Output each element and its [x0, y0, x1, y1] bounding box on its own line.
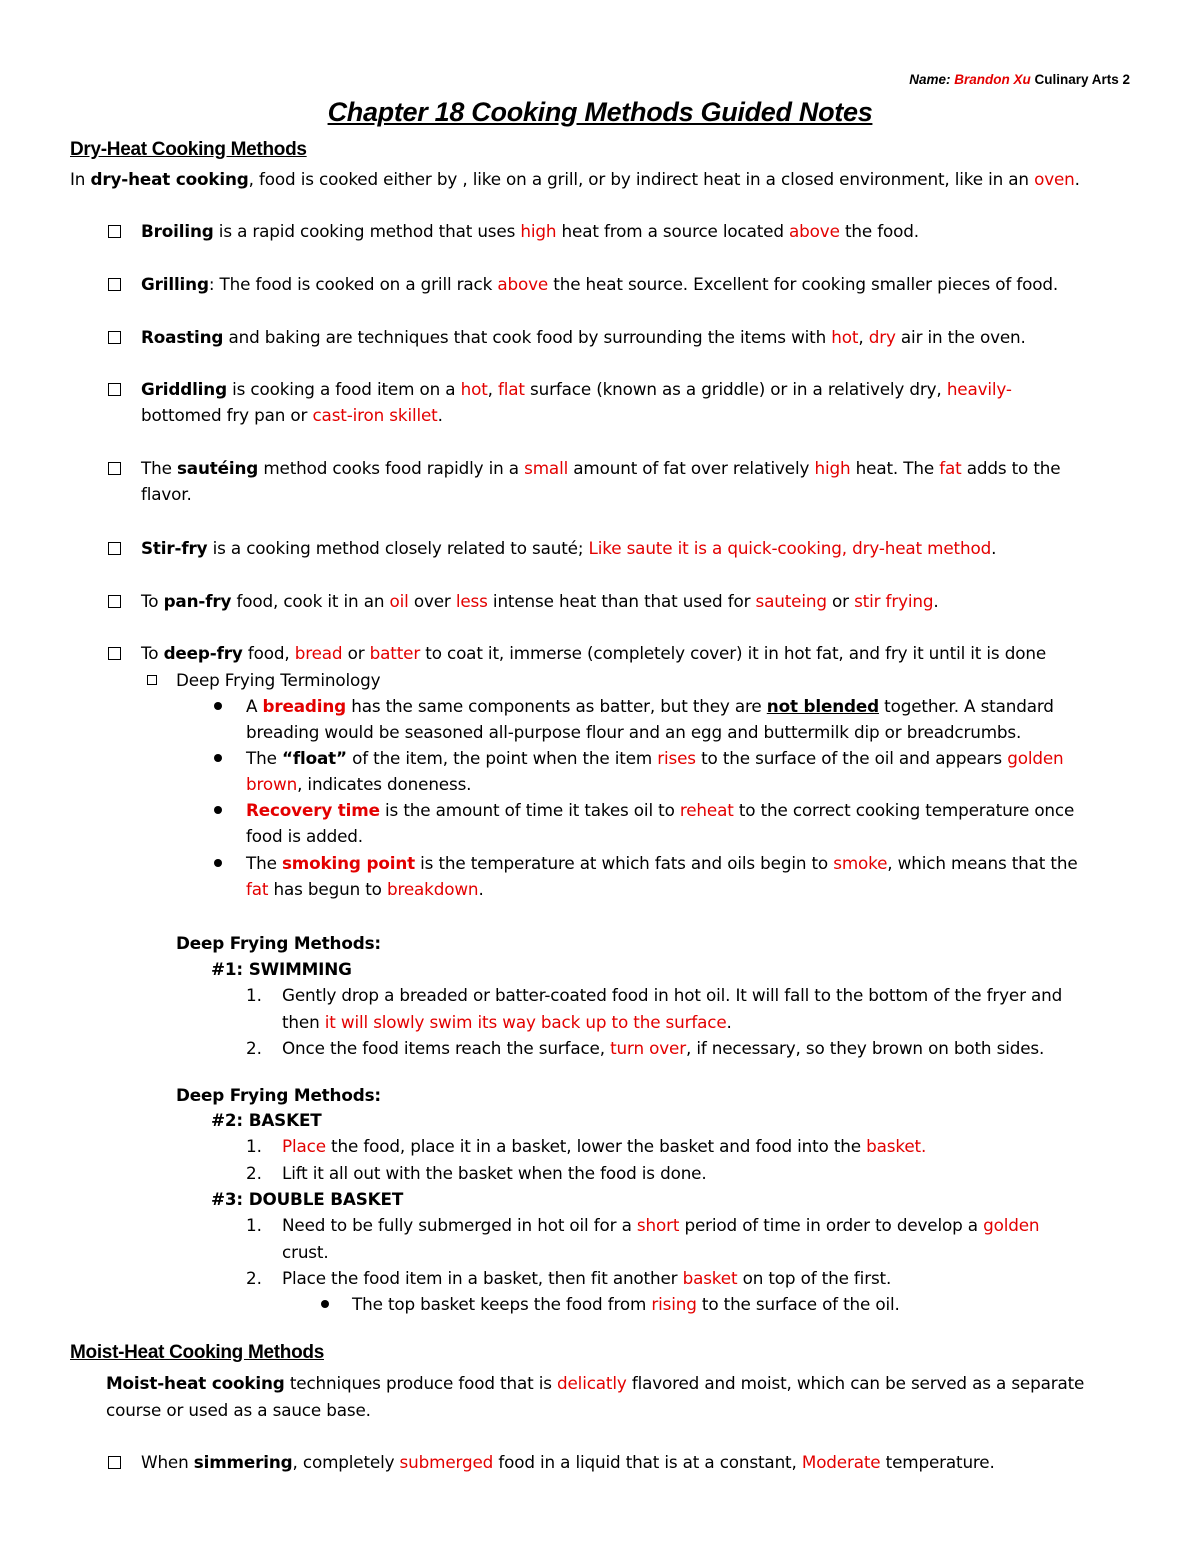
term-breading: A breading has the same components as batter, but they are not blended together. A standard — [246, 696, 1054, 716]
student-info — [909, 72, 1130, 87]
list-number: 1. — [246, 1136, 263, 1156]
checkbox-icon — [108, 595, 121, 608]
moist-heat-intro: Moist-heat cooking techniques produce food that is delicatly flavored and moist, which can be served as a separate — [106, 1373, 1085, 1393]
note-sauteing-cont: flavor. — [141, 484, 192, 504]
bullet-icon — [214, 806, 222, 814]
double-basket-note: The top basket keeps the food from rising to the surface of the oil. — [352, 1294, 900, 1314]
checkbox-icon — [108, 647, 121, 660]
terminology-label: Deep Frying Terminology — [176, 670, 381, 690]
bullet-icon — [214, 702, 222, 710]
note-sauteing: The sautéing method cooks food rapidly in a small amount of fat over relatively high heat. The fat adds to the — [141, 458, 1061, 478]
dry-heat-intro: In dry-heat cooking, food is cooked either by , like on a grill, or by indirect heat in a closed environment, like in an oven. — [70, 169, 1080, 189]
term-float: The “float” of the item, the point when the item rises to the surface of the oil and appears golden — [246, 748, 1064, 768]
term-breading-cont: breading would be seasoned all-purpose flour and an egg and buttermilk dip or breadcrumbs. — [246, 722, 1022, 742]
checkbox-icon — [147, 675, 157, 685]
term-smoking: The smoking point is the temperature at which fats and oils begin to smoke, which means that the — [246, 853, 1078, 873]
course-name: Culinary Arts 2 — [1034, 72, 1130, 87]
list-number: 2. — [246, 1038, 263, 1058]
basket-step-1: Place the food, place it in a basket, lower the basket and food into the basket. — [282, 1136, 927, 1156]
methods3-sub: #3: DOUBLE BASKET — [211, 1189, 404, 1209]
bullet-icon — [214, 754, 222, 762]
note-deepfry: To deep-fry food, bread or batter to coat it, immerse (completely cover) it in hot fat, and fry it until it is done — [141, 643, 1046, 663]
double-basket-step-1-cont: crust. — [282, 1242, 329, 1262]
swimming-step-1-cont: then it will slowly swim its way back up to the surface. — [282, 1012, 732, 1032]
term-float-cont: brown, indicates doneness. — [246, 774, 472, 794]
list-number: 1. — [246, 985, 263, 1005]
methods2-sub: #2: BASKET — [211, 1110, 322, 1130]
double-basket-step-2: Place the food item in a basket, then fit another basket on top of the first. — [282, 1268, 892, 1288]
note-panfry: To pan-fry food, cook it in an oil over less intense heat than that used for sauteing or stir frying. — [141, 591, 939, 611]
list-number: 2. — [246, 1163, 263, 1183]
list-number: 1. — [246, 1215, 263, 1235]
note-griddling: Griddling is cooking a food item on a hot, flat surface (known as a griddle) or in a relatively dry, heavily- — [141, 379, 1012, 399]
checkbox-icon — [108, 383, 121, 396]
checkbox-icon — [108, 225, 121, 238]
checkbox-icon — [108, 278, 121, 291]
page-title: Chapter 18 Cooking Methods Guided Notes — [327, 97, 873, 127]
student-name: Brandon Xu — [954, 72, 1035, 87]
swimming-step-2: Once the food items reach the surface, turn over, if necessary, so they brown on both sides. — [282, 1038, 1045, 1058]
term-recovery: Recovery time is the amount of time it takes oil to reheat to the correct cooking temperature once — [246, 800, 1075, 820]
note-stirfry: Stir-fry is a cooking method closely related to sauté; Like saute it is a quick-cooking, dry-heat method. — [141, 538, 997, 558]
note-grilling: Grilling: The food is cooked on a grill rack above the heat source. Excellent for cooking smaller pieces of food. — [141, 274, 1059, 294]
name-label: Name: — [909, 72, 955, 87]
swimming-step-1: Gently drop a breaded or batter-coated food in hot oil. It will fall to the bottom of the fryer and — [282, 985, 1063, 1005]
list-number: 2. — [246, 1268, 263, 1288]
checkbox-icon — [108, 542, 121, 555]
bullet-icon — [321, 1300, 329, 1308]
methods1-heading: Deep Frying Methods: — [176, 933, 381, 953]
note-simmering: When simmering, completely submerged food in a liquid that is at a constant, Moderate temperature. — [141, 1452, 995, 1472]
double-basket-step-1: Need to be fully submerged in hot oil for a short period of time in order to develop a golden — [282, 1215, 1040, 1235]
section-heading-dry-heat: Dry-Heat Cooking Methods — [70, 139, 307, 160]
moist-heat-intro-cont: course or used as a sauce base. — [106, 1400, 371, 1420]
note-broiling: Broiling is a rapid cooking method that uses high heat from a source located above the food. — [141, 221, 919, 241]
checkbox-icon — [108, 331, 121, 344]
bullet-icon — [214, 859, 222, 867]
section-heading-moist-heat: Moist-Heat Cooking Methods — [70, 1342, 324, 1363]
checkbox-icon — [108, 1456, 121, 1469]
basket-step-2: Lift it all out with the basket when the food is done. — [282, 1163, 707, 1183]
methods2-heading: Deep Frying Methods: — [176, 1085, 381, 1105]
term-smoking-cont: fat has begun to breakdown. — [246, 879, 484, 899]
checkbox-icon — [108, 462, 121, 475]
methods1-sub: #1: SWIMMING — [211, 959, 352, 979]
note-griddling-cont: bottomed fry pan or cast-iron skillet. — [141, 405, 443, 425]
note-roasting: Roasting and baking are techniques that cook food by surrounding the items with hot, dry air in the oven. — [141, 327, 1026, 347]
term-recovery-cont: food is added. — [246, 826, 363, 846]
